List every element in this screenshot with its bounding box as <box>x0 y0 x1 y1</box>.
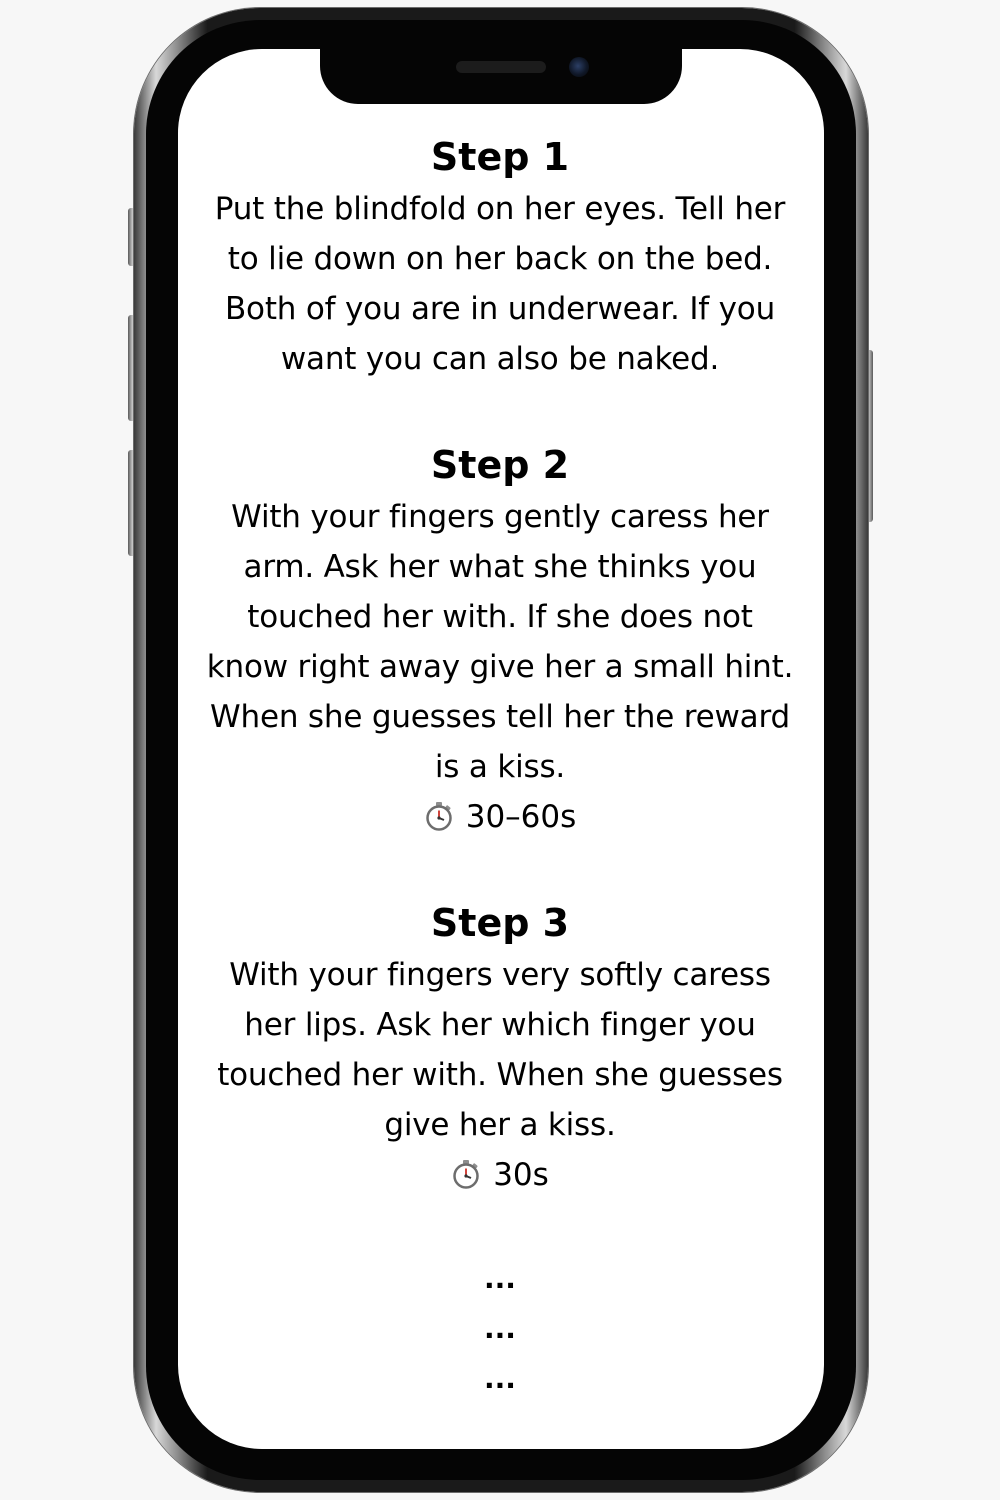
step-duration <box>205 792 795 842</box>
front-camera <box>569 57 589 77</box>
step-description: With your fingers very softly caress her lips. Ask her which finger you touched her with. When she guesses give her a kiss. <box>217 957 783 1143</box>
ellipsis-line: ... <box>484 1312 516 1345</box>
stopwatch-icon <box>451 1159 481 1189</box>
step-title: Step 2 <box>430 443 570 487</box>
step-duration <box>205 1150 795 1200</box>
stopwatch-icon <box>424 801 454 831</box>
duration-label: 30s <box>493 1157 549 1193</box>
step-1 <box>205 130 795 384</box>
step-description: Put the blindfold on her eyes. Tell her to lie down on her back on the bed. Both of you are in underwear. If you want you can also be naked. <box>214 191 786 377</box>
ellipsis-line: ... <box>484 1262 516 1295</box>
step-description: With your fingers gently caress her arm. Ask her what she thinks you touched her with. If she does not know right away give her a small hint. When she guesses tell her the reward is a kiss. <box>206 499 794 785</box>
ellipsis-line: ... <box>484 1362 516 1395</box>
instructions-content <box>205 130 795 1404</box>
step-title: Step 3 <box>430 901 570 945</box>
step-title: Step 1 <box>430 135 570 179</box>
step-2 <box>205 438 795 842</box>
step-3 <box>205 896 795 1200</box>
more-steps-indicator <box>205 1254 795 1404</box>
earpiece-speaker <box>456 61 546 73</box>
duration-label: 30–60s <box>465 799 577 835</box>
